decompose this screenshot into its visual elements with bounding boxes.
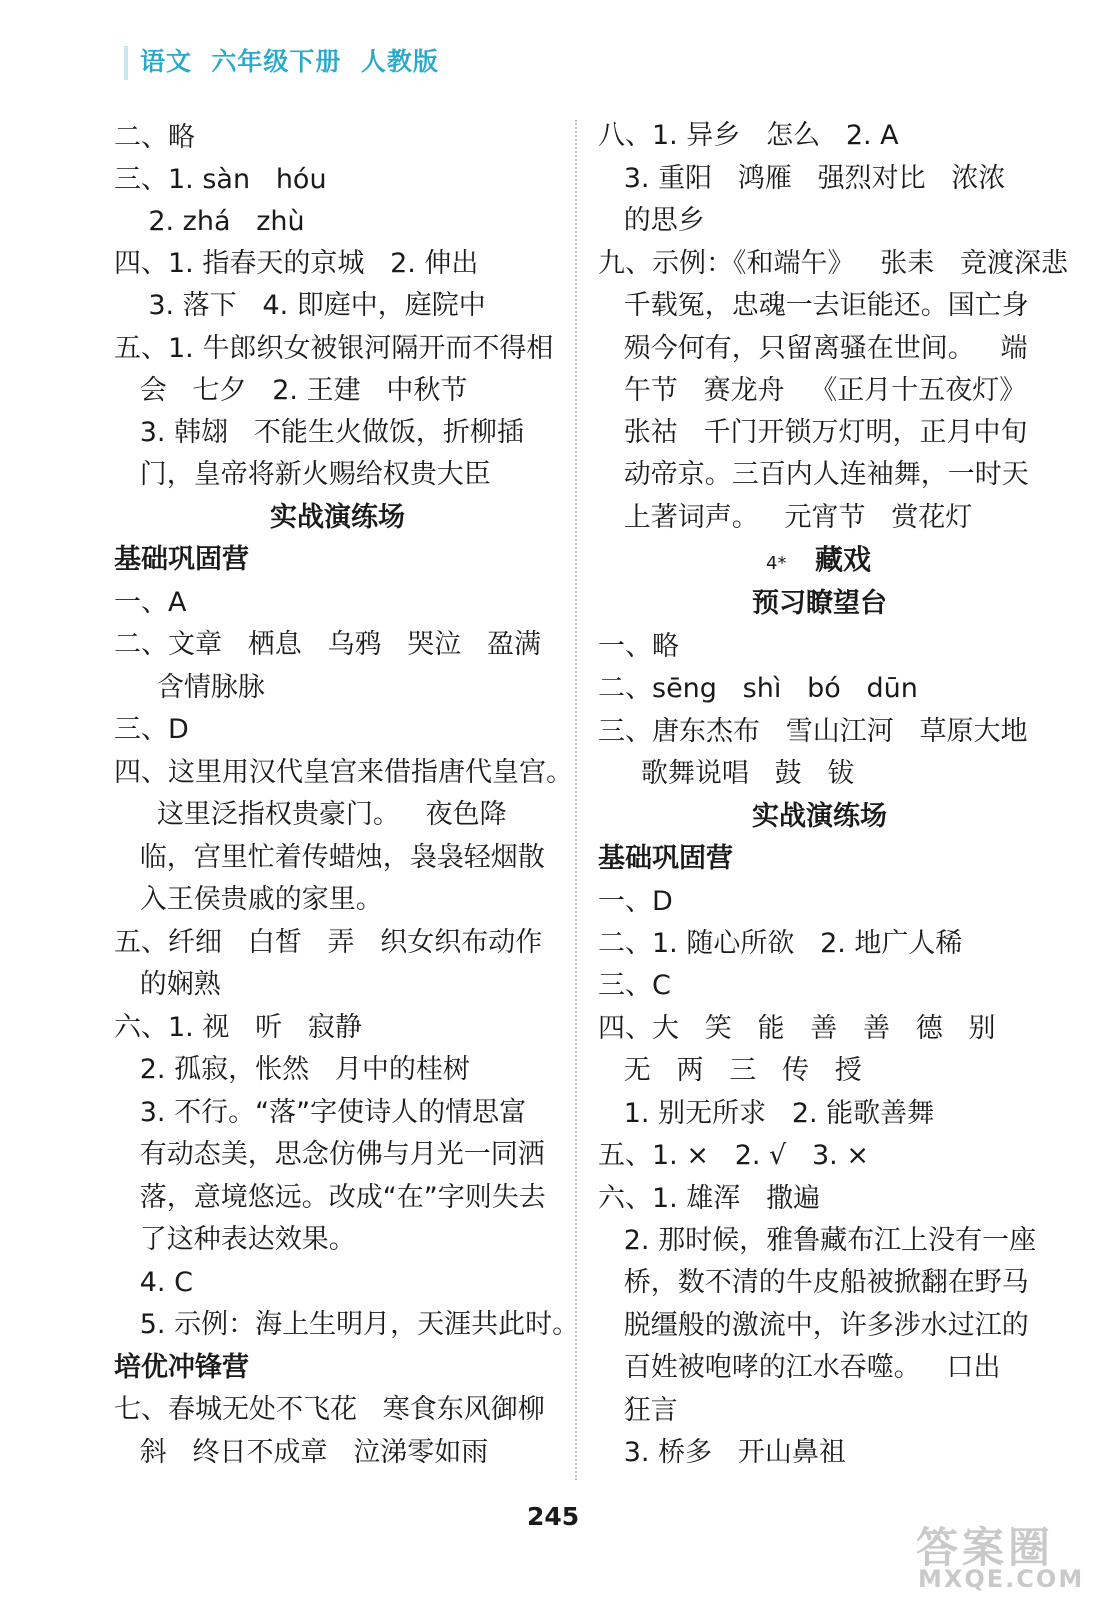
left-line-13: 二、文章 栖息 乌鸦 哭泣 盈满 [114,629,541,660]
left-line-18: 临，宫里忙着传蜡烛，袅袅轻烟散 [114,842,545,873]
right-line-10: 上著词声。 元宵节 赏花灯 [598,502,973,533]
right-line-09: 动帝京。三百内人连袖舞，一时天 [598,459,1029,490]
left-line-12: 一、A [114,587,187,618]
subsection-heading-advanced: 培优冲锋营 [114,1352,249,1383]
section-heading-preview: 预习瞭望台 [752,588,887,619]
left-line-29: 5. 示例：海上生明月，天涯共此时。 [114,1309,580,1340]
left-line-09: 门，皇帝将新火赐给权贵大臣 [114,459,491,490]
right-line-13: 一、略 [598,631,679,662]
left-line-07: 会 七夕 2. 王建 中秋节 [114,375,468,406]
watermark-bottom-text: MXQE.COM [918,1565,1085,1593]
header-accent-bar [124,46,128,80]
subsection-heading-basic-2: 基础巩固营 [598,843,733,874]
left-line-02: 三、1. sàn hóu [114,164,327,195]
left-line-15: 三、D [114,714,189,745]
header-title: 语文 六年级下册 人教版 [140,47,439,76]
left-line-31: 七、春城无处不飞花 寒食东风御柳 [114,1394,545,1425]
right-line-22: 四、大 笑 能 善 善 德 别 [598,1013,996,1044]
right-line-03: 的思乡 [598,205,705,236]
right-line-25: 五、1. × 2. √ 3. × [598,1140,869,1171]
right-line-28: 桥，数不清的牛皮船被掀翻在野马 [598,1267,1029,1298]
right-line-04: 九、示例：《和端午》 张耒 竞渡深悲 [598,248,1068,279]
right-line-08: 张祜 千门开锁万灯明，正月中旬 [598,417,1028,448]
right-line-21: 三、C [598,970,671,1001]
lesson-title: 藏戏 [815,543,872,576]
right-line-24: 1. 别无所求 2. 能歌善舞 [598,1098,935,1129]
watermark [916,1515,1106,1595]
right-line-15: 三、唐东杰布 雪山江河 草原大地 [598,716,1028,747]
left-line-20: 五、纤细 白皙 弄 织女织布动作 [114,927,543,958]
right-line-19: 一、D [598,886,673,917]
right-line-01: 八、1. 异乡 怎么 2. A [598,120,899,151]
left-line-25: 有动态美，思念仿佛与月光一同洒 [114,1139,545,1170]
right-line-20: 二、1. 随心所欲 2. 地广人稀 [598,928,963,959]
right-line-29: 脱缰般的激流中，许多涉水过江的 [598,1310,1029,1341]
left-line-04: 四、1. 指春天的京城 2. 伸出 [114,248,479,279]
left-line-19: 入王侯贵戚的家里。 [114,884,383,915]
right-line-32: 3. 桥多 开山鼻祖 [598,1437,846,1468]
right-line-14: 二、sēng shì bó dūn [598,673,918,704]
column-divider [575,120,577,1480]
left-line-14: 含情脉脉 [114,672,265,703]
right-line-26: 六、1. 雄浑 撒遍 [598,1183,821,1214]
left-line-16: 四、这里用汉代皇宫来借指唐代皇宫。 [114,757,573,788]
left-line-32: 斜 终日不成章 泣涕零如雨 [114,1437,489,1468]
left-line-17: 这里泛指权贵豪门。 夜色降 [114,799,507,830]
left-line-26: 落，意境悠远。改成“在”字则失去 [114,1182,546,1213]
left-line-21: 的娴熟 [114,969,221,1000]
left-line-23: 2. 孤寂，怅然 月中的桂树 [114,1054,470,1085]
section-heading-practice: 实战演练场 [270,502,405,533]
right-line-07: 午节 赛龙舟 《正月十五夜灯》 [598,375,1027,406]
right-line-27: 2. 那时候，雅鲁藏布江上没有一座 [598,1225,1037,1256]
right-line-30: 百姓被咆哮的江水吞噬。 口出 [598,1352,1001,1383]
right-line-05: 千载冤，忠魂一去讵能还。国亡身 [598,290,1029,321]
page-number: 245 [527,1502,580,1531]
right-line-02: 3. 重阳 鸿雁 强烈对比 浓浓 [598,163,1006,194]
left-line-01: 二、略 [114,122,195,153]
right-line-23: 无 两 三 传 授 [598,1055,862,1086]
section-heading-practice-2: 实战演练场 [752,801,887,832]
left-line-22: 六、1. 视 听 寂静 [114,1012,362,1043]
subsection-heading-basic: 基础巩固营 [114,544,249,575]
right-line-06: 殒今何有，只留离骚在世间。 端 [598,333,1028,364]
lesson-number: 4* [766,553,787,574]
watermark-top-text: 答案圈 [916,1523,1055,1572]
left-line-27: 了这种表达效果。 [114,1224,356,1255]
left-line-03: 2. zhá zhù [114,206,305,237]
right-line-16: 歌舞说唱 鼓 钹 [598,758,855,789]
left-line-08: 3. 韩翃 不能生火做饭，折柳插 [114,417,524,448]
left-line-28: 4. C [114,1267,193,1298]
left-line-06: 五、1. 牛郎织女被银河隔开而不得相 [114,333,554,364]
left-line-05: 3. 落下 4. 即庭中，庭院中 [114,290,486,321]
left-line-24: 3. 不行。“落”字使诗人的情思富 [114,1097,527,1128]
right-line-31: 狂言 [598,1395,678,1426]
